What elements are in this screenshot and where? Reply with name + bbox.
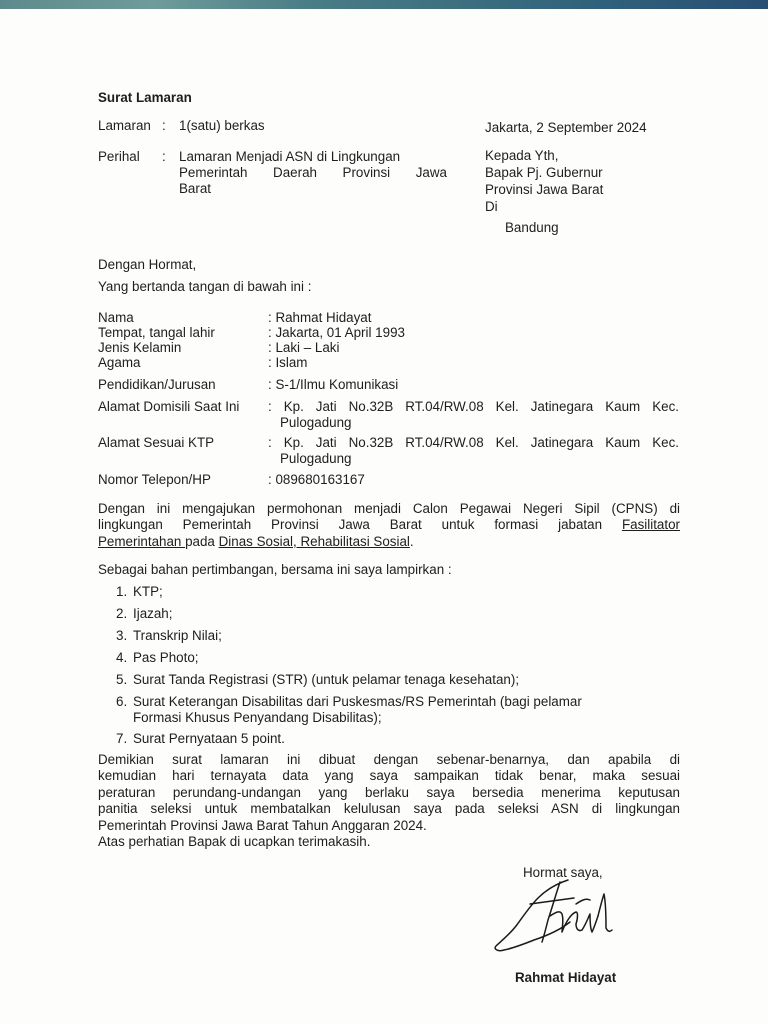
field-label: Nomor Telepon/HP bbox=[98, 472, 211, 487]
application-paragraph bbox=[98, 501, 680, 550]
list-number: 6. bbox=[116, 694, 128, 709]
paragraph-line: panitia seleksi untuk membatalkan kelulusan saya pada seleksi ASN di lingkungan bbox=[98, 801, 680, 817]
perihal-line: Barat bbox=[179, 181, 212, 196]
closing-paragraph bbox=[98, 752, 680, 850]
signature-icon bbox=[490, 874, 620, 954]
lamaran-label: Lamaran bbox=[98, 118, 151, 133]
attachments-list bbox=[98, 584, 658, 751]
letter-title: Surat Lamaran bbox=[98, 90, 192, 105]
field-label: Jenis Kelamin bbox=[98, 340, 182, 355]
position-name: Fasilitator bbox=[621, 517, 680, 533]
list-text: Pas Photo; bbox=[133, 650, 199, 665]
agency-name: Dinas Sosial, Rehabilitasi Sosial bbox=[218, 533, 410, 549]
field-value: : 089680163167 bbox=[268, 472, 365, 487]
list-text: Surat Keterangan Disabilitas dari Puskesmas/RS Pemerintah (bagi pelamar bbox=[133, 694, 582, 709]
paragraph-text: pada bbox=[185, 533, 219, 549]
field-value: : Jakarta, 01 April 1993 bbox=[268, 325, 405, 340]
paragraph-line: Demikian surat lamaran ini dibuat dengan sebenar-benarnya, dan apabila di bbox=[98, 752, 680, 767]
field-label: Nama bbox=[98, 310, 134, 325]
field-value-cont: Pulogadung bbox=[280, 451, 352, 466]
perihal-line: Lamaran Menjadi ASN di Lingkungan bbox=[179, 149, 401, 164]
lamaran-value: 1(satu) berkas bbox=[179, 118, 265, 133]
list-number: 4. bbox=[116, 650, 128, 665]
field-value-cont: Pulogadung bbox=[280, 415, 352, 430]
field-value: : Rahmat Hidayat bbox=[268, 310, 372, 325]
field-label: Alamat Sesuai KTP bbox=[98, 435, 215, 450]
field-label: Tempat, tangal lahir bbox=[98, 325, 215, 340]
field-value: : Kp. Jati No.32B RT.04/RW.08 Kel. Jatinegara Kaum Kec. bbox=[268, 435, 679, 450]
sign-off: Hormat saya, bbox=[523, 865, 603, 880]
field-value: : Laki – Laki bbox=[268, 340, 340, 355]
list-item bbox=[98, 694, 658, 731]
list-item bbox=[98, 672, 658, 694]
paragraph-text: lingkungan Pemerintah Provinsi Jawa Barat untuk formasi jabatan bbox=[98, 517, 622, 533]
field-value: : S-1/Ilmu Komunikasi bbox=[268, 377, 399, 392]
list-item bbox=[98, 606, 658, 628]
paragraph-line bbox=[98, 517, 680, 533]
list-text: Surat Tanda Registrasi (STR) (untuk pelamar tenaga kesehatan); bbox=[133, 672, 520, 687]
list-number: 1. bbox=[116, 584, 128, 599]
list-number: 5. bbox=[116, 672, 128, 687]
recipient-line: Bapak Pj. Gubernur bbox=[485, 165, 603, 180]
list-item bbox=[98, 584, 658, 606]
paragraph-line: Pemerintah Provinsi Jawa Barat Tahun Anggaran 2024. bbox=[98, 817, 427, 833]
lamaran-sep: : bbox=[162, 118, 166, 133]
field-label: Alamat Domisili Saat Ini bbox=[98, 399, 240, 414]
paragraph-line: Dengan ini mengajukan permohonan menjadi Calon Pegawai Negeri Sipil (CPNS) di bbox=[98, 501, 680, 516]
list-number: 3. bbox=[116, 628, 128, 643]
paragraph-line: kemudian hari ternayata data yang saya sampaikan tidak benar, maka sesuai bbox=[98, 768, 680, 784]
signer-name: Rahmat Hidayat bbox=[515, 970, 617, 985]
list-text: Transkrip Nilai; bbox=[133, 628, 222, 643]
list-text: Ijazah; bbox=[133, 606, 173, 621]
list-number: 7. bbox=[116, 731, 128, 746]
field-value: : Islam bbox=[268, 355, 308, 370]
greeting: Dengan Hormat, bbox=[98, 257, 197, 272]
intro: Yang bertanda tangan di bawah ini : bbox=[98, 279, 312, 294]
perihal-label: Perihal bbox=[98, 149, 140, 164]
list-item bbox=[98, 628, 658, 650]
paragraph-text: . bbox=[409, 533, 414, 549]
position-name: Pemerintahan bbox=[98, 533, 186, 549]
paragraph-line bbox=[98, 534, 680, 550]
list-text: Surat Pernyataan 5 point. bbox=[133, 731, 285, 746]
letter-date: Jakarta, 2 September 2024 bbox=[485, 120, 647, 135]
paragraph-line: peraturan perundang-undangan yang berlaku saya bersedia menerima keputusan bbox=[98, 784, 680, 800]
attachments-intro: Sebagai bahan pertimbangan, bersama ini saya lampirkan : bbox=[98, 562, 452, 577]
list-text: Formasi Khusus Penyandang Disabilitas); bbox=[133, 710, 382, 725]
recipient-line: Di bbox=[485, 199, 498, 214]
list-text: KTP; bbox=[133, 584, 163, 599]
field-value: : Kp. Jati No.32B RT.04/RW.08 Kel. Jatinegara Kaum Kec. bbox=[268, 399, 679, 414]
list-item bbox=[98, 650, 658, 672]
perihal-sep: : bbox=[162, 149, 166, 164]
perihal-line: Pemerintah Daerah Provinsi Jawa bbox=[179, 165, 447, 180]
list-number: 2. bbox=[116, 606, 128, 621]
thanks-line: Atas perhatian Bapak di ucapkan terimakasih. bbox=[98, 834, 371, 850]
field-label: Agama bbox=[98, 355, 141, 370]
recipient-line: Provinsi Jawa Barat bbox=[485, 182, 604, 197]
recipient-line: Kepada Yth, bbox=[485, 148, 559, 163]
list-item bbox=[98, 731, 658, 751]
field-label: Pendidikan/Jurusan bbox=[98, 377, 216, 392]
recipient-city: Bandung bbox=[505, 220, 559, 235]
